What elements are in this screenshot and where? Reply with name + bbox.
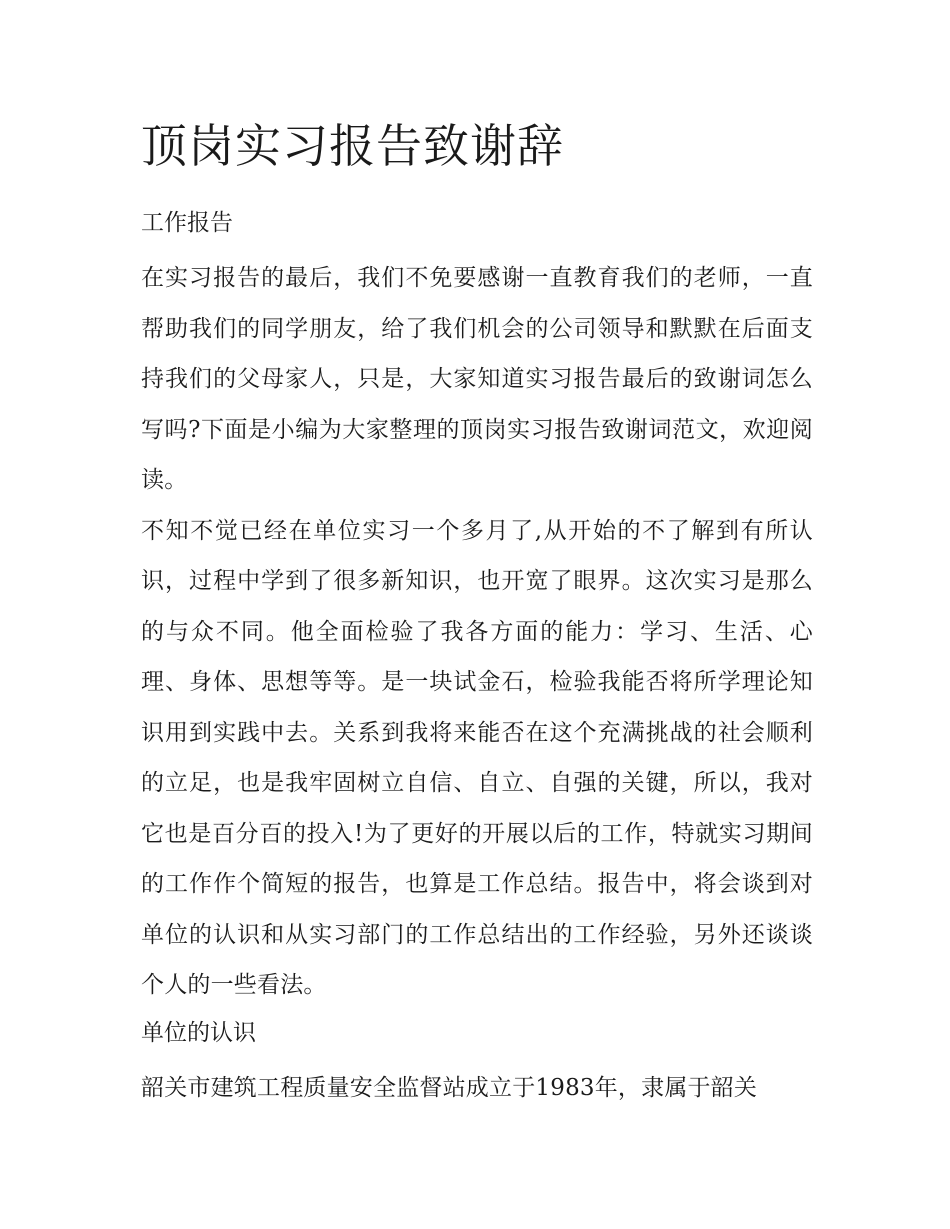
document-title: 顶岗实习报告致谢辞 xyxy=(141,119,564,173)
document-content xyxy=(141,113,813,1113)
body-paragraph: 不知不觉已经在单位实习一个多月了,从开始的不了解到有所认识，过程中学到了很多新知识，也开宽了眼界。这次实习是那么的与众不同。他全面检验了我各方面的能力：学习、生活、心理、身体、思想等等。是一块试金石，检验我能否将所学理论知识用到实践中去。关系到我将来能否在这个充满挑战的社会顺利的立足，也是我牢固树立自信、自立、自强的关键，所以，我对它也是百分百的投入!为了更好的开展以后的工作，特就实习期间的工作作个简短的报告，也算是工作总结。报告中，将会谈到对单位的认识和从实习部门的工作总结出的工作经验，另外还谈谈个人的一些看法。 xyxy=(141,517,813,998)
section-paragraph: 韶关市建筑工程质量安全监督站成立于1983年，隶属于韶关 xyxy=(141,1074,758,1101)
category-label: 工作报告 xyxy=(141,210,233,236)
section-heading: 单位的认识 xyxy=(141,1019,256,1046)
intro-paragraph: 在实习报告的最后，我们不免要感谢一直教育我们的老师，一直帮助我们的同学朋友，给了我们机会的公司领导和默默在后面支持我们的父母家人，只是，大家知道实习报告最后的致谢词怎么写吗?下面是小编为大家整理的顶岗实习报告致谢词范文，欢迎阅读。 xyxy=(141,265,813,493)
